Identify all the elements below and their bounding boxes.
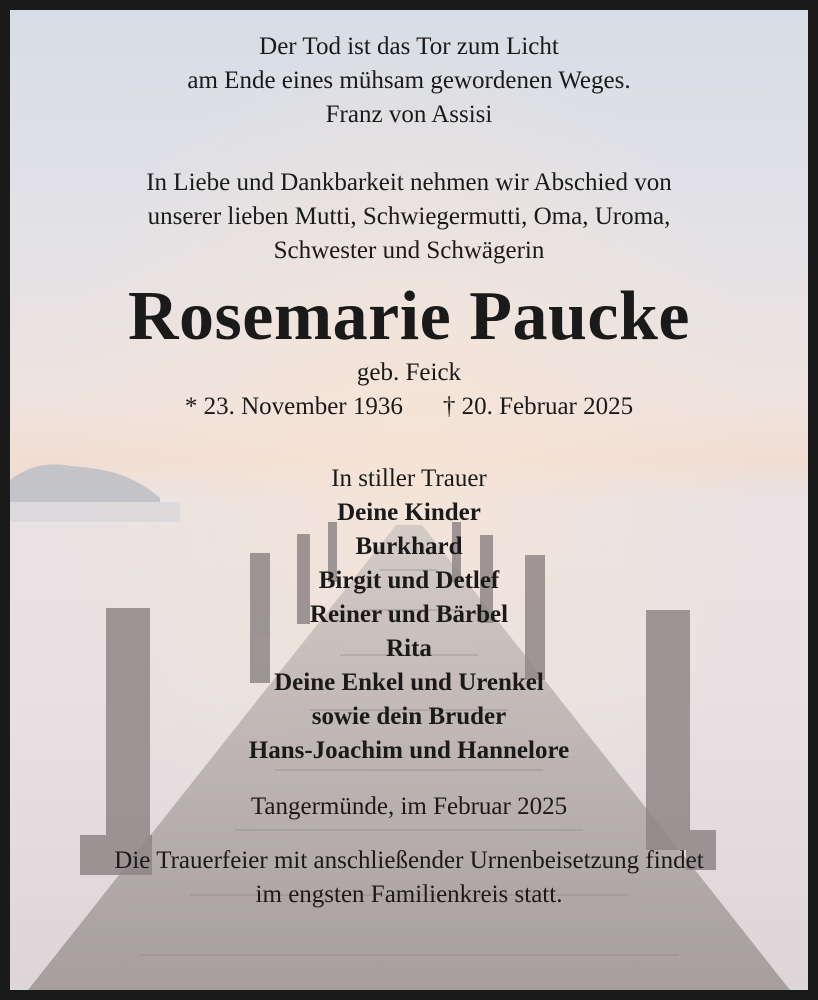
mourner-name: sowie dein Bruder (311, 703, 507, 730)
mourner-name: Burkhard (355, 533, 463, 560)
mourner-name: Reiner und Bärbel (309, 601, 509, 628)
mourner-name: Birgit und Detlef (318, 567, 500, 594)
life-dates (10, 390, 808, 424)
quote-author: Franz von Assisi (325, 101, 493, 128)
mourner-name: Deine Kinder (337, 499, 481, 526)
intro-line-1: In Liebe und Dankbarkeit nehmen wir Abschied von (146, 169, 672, 196)
maiden-name: geb. Feick (356, 359, 462, 386)
obituary-frame (10, 10, 808, 990)
place-date: Tangermünde, im Februar 2025 (250, 793, 568, 820)
birth-date: * 23. November 1936 (184, 393, 403, 420)
mourner-name: Deine Enkel und Urenkel (274, 669, 544, 696)
mourner-name: Hans-Joachim und Hannelore (248, 737, 570, 764)
intro-line-3: Schwester und Schwägerin (273, 237, 545, 264)
quote-line-1: Der Tod ist das Tor zum Licht (259, 33, 559, 60)
deceased-name: Rosemarie Paucke (127, 278, 691, 355)
mourner-name: Rita (386, 635, 432, 662)
funeral-line-1: Die Trauerfeier mit anschließender Urnenbeisetzung findet (114, 847, 704, 874)
obituary-text (10, 10, 808, 912)
intro-line-2: unserer lieben Mutti, Schwiegermutti, Oma, Uroma, (147, 203, 671, 230)
funeral-line-2: im engsten Familienkreis statt. (255, 881, 563, 908)
death-date: † 20. Februar 2025 (442, 393, 634, 420)
quote-line-2: am Ende eines mühsam gewordenen Weges. (187, 67, 631, 94)
mourners-heading: In stiller Trauer (331, 465, 487, 492)
